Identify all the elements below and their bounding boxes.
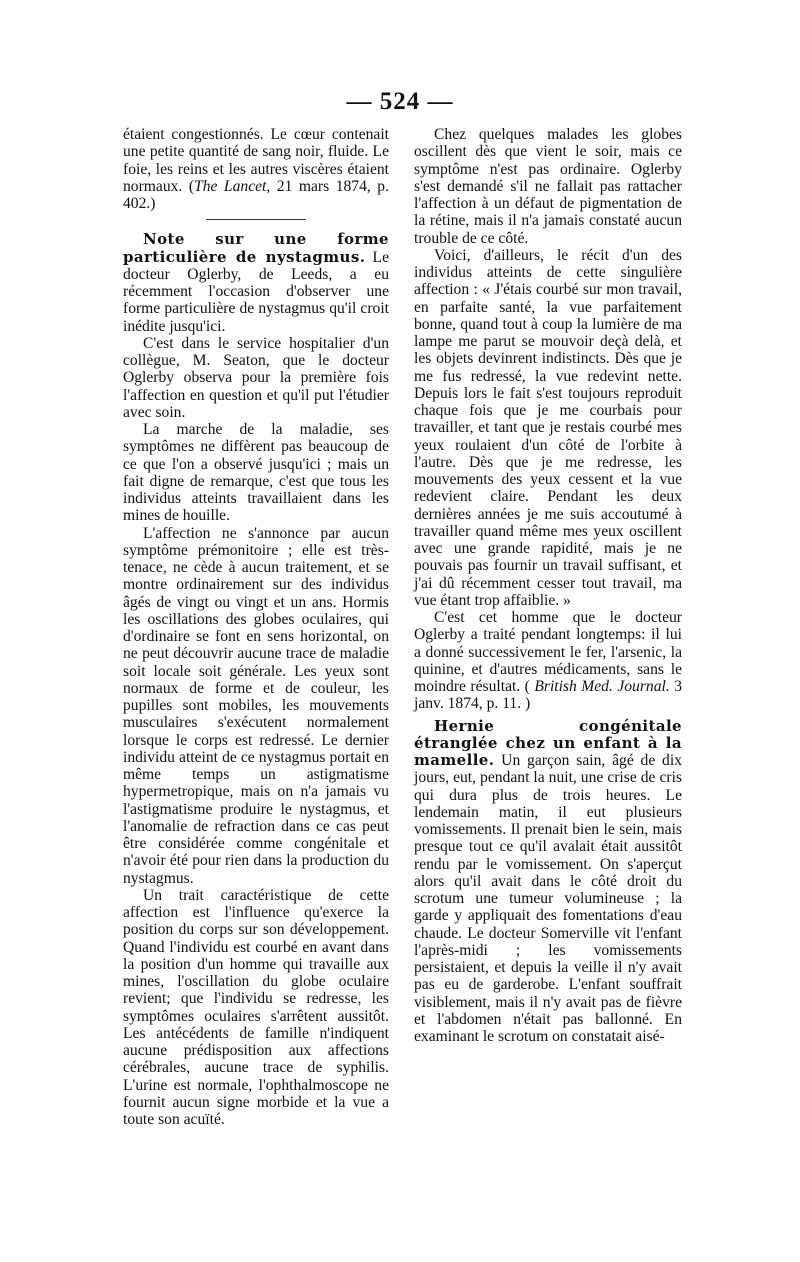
paragraph: C'est dans le service hospitalier d'un collègue, M. Seaton, que le docteur Oglerby observa pour la première fois l'affection en question et qu'il put l'étudier avec soin. [123,334,389,421]
paragraph-text: Le docteur Oglerby, de Leeds, a eu récemment l'occasion d'observer une forme particulière de nystagmus qu'il croit inédite jusqu'ici. [123,248,389,335]
page-number: — 524 — [346,88,454,115]
right-column [414,126,682,1045]
citation-source: The Lancet [194,177,267,195]
paragraph [414,718,682,1046]
paragraph: La marche de la maladie, ses symptômes ne diffèrent pas beaucoup de ce que l'on a observé jusqu'ici ; mais un fait digne de remarque, c'est que tous les individus atteints travaillaient dans les mines de houille. [123,421,389,525]
citation-source: British Med. Journal. [534,678,670,695]
paragraph-text: Un garçon sain, âgé de dix jours, eut, pendant la nuit, une crise de cris qui dura plus de trois heures. Le lendemain matin, il eut plusieurs vomissements. Il prenait bien le sein, mais presque tout ce qu'il avalait était aussitôt rendu par le vomissement. On s'aperçut alors qu'il avait dans le côté droit du scrotum une tumeur volumineuse ; la garde y appliquait des fomentations d'eau chaude. Le docteur Somerville vit l'enfant l'après-midi ; les vomissements persistaient, et depuis la veille il n'y avait pas eu de garderobe. L'enfant souffrait visiblement, mais il n'y avait pas de fièvre et l'abdomen n'était pas ballonné. En examinant le scrotum on constatait aisé- [414,752,682,1045]
section-divider [206,219,306,220]
paragraph [414,609,682,713]
paragraph: Chez quelques malades les globes oscillent dès que vient le soir, mais ce symptôme n'est pas ordinaire. Oglerby s'est demandé s'il ne fallait pas rattacher l'affection à un défaut de pigmentation de la rétine, mais il n'a jamais constaté aucun trouble de ce côté. [414,126,682,247]
paragraph [123,231,389,335]
citation-tail: 3 janv. 1874, p. 11. ) [414,678,682,713]
paragraph-text: étaient congestionnés. Le cœur contenait une petite quantité de sang noir, fluide. Le foie, les reins et les autres viscères étaient normaux. ( [123,126,389,195]
paragraph: Voici, d'ailleurs, le récit d'un des individus atteints de cette singulière affection : « J'étais courbé sur mon travail, en parfaite santé, la vue parfaitement bonne, quand tout à coup la lumière de ma lampe me parut se mouvoir deçà delà, et les objets devinrent indistincts. Dès que je me fus redressé, la vue redevint nette. Depuis lors le fait s'est toujours reproduit chaque fois que je me courbais pour travailler, et tant que je restais courbé mes yeux roulaient d'un côté de l'orbite à l'autre. Dès que je me redresse, les mouvements des yeux cessent et la vue redevient claire. Pendant les deux dernières années je me suis accoutumé à travailler quand même mes yeux oscillent avec une grande rapidité, mais je ne pouvais pas fournir un travail suffisant, et j'ai dû récemment cesser tout travail, ma vue étant trop affaiblie. » [414,246,682,609]
paragraph: L'affection ne s'annonce par aucun symptôme prémonitoire ; elle est très-tenace, ne cède à aucun traitement, et se montre ordinairement sur des individus âgés de vingt ou vingt et un ans. Hormis les oscillations des globes oculaires, qui d'ordinaire se font en sens horizontal, on ne peut découvrir aucune trace de maladie soit locale soit générale. Les yeux sont normaux de forme et de couleur, les pupilles sont mobiles, les mouvements musculaires s'exécutent normalement lorsque le corps est redressé. Le dernier individu atteint de ce nystagmus portait en même temps un astigmatisme hypermetropique, mais on n'a jamais vu l'astigmatisme produire le nystagmus, et l'anomalie de refraction dans ce cas peut être considérée comme congénitale et n'avoir été pour rien dans la production du nystagmus. [123,524,389,887]
paragraph: Un trait caractéristique de cette affection est l'influence qu'exerce la position du corps sur son développement. Quand l'individu est courbé en avant dans la position d'un homme qui travaille aux mines, l'oscillation du globe oculaire revient; que l'individu se redresse, les symptômes oculaires s'arrêtent aussitôt. Les antécédents de famille n'indiquent aucune prédisposition aux affections cérébrales, aucune trace de syphilis. L'urine est normale, l'ophthalmoscope ne fournit aucun signe morbide et la vue a toute son acuïté. [123,886,389,1128]
section-heading: Hernie congénitale étranglée chez un enfant à la mamelle. [414,716,682,769]
section-heading: Note sur une forme particulière de nystagmus. [123,230,389,266]
citation-tail: , 21 mars 1874, p. 402.) [123,177,389,212]
paragraph-text: C'est cet homme que le docteur Oglerby a traité pendant longtemps: il lui a donné successivement le fer, l'arsenic, la quinine, et d'autres médicaments, sans le moindre résultat. ( [414,609,682,695]
left-column [123,126,389,1128]
paragraph [123,126,389,212]
